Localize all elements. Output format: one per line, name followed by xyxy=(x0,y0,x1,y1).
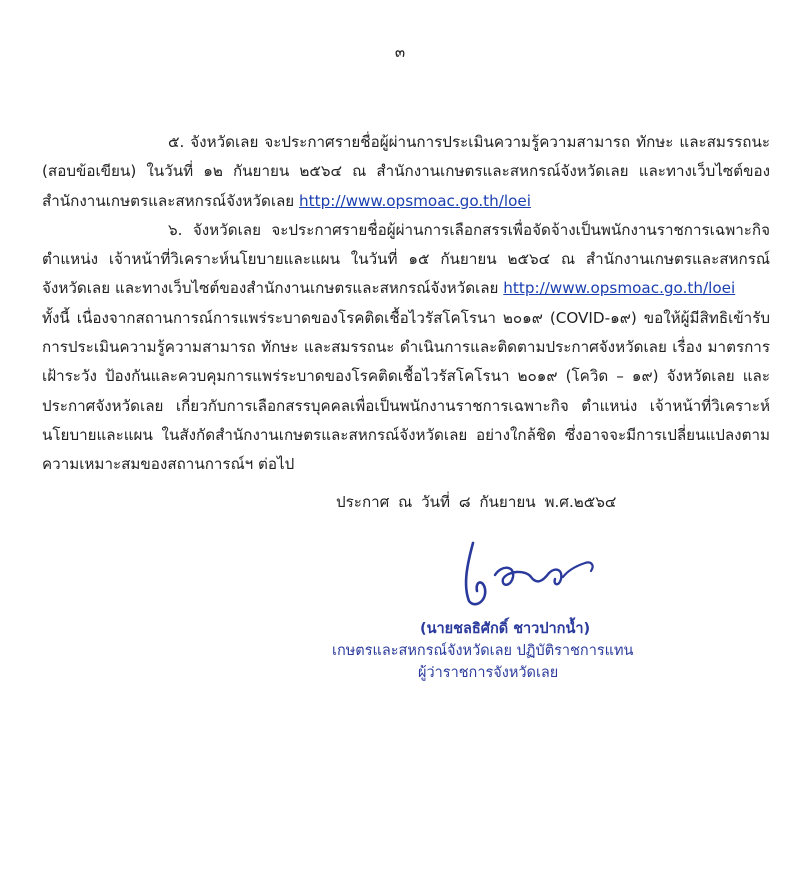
closing-paragraph: ทั้งนี้ เนื่องจากสถานการณ์การแพร่ระบาดของโรคติดเชื้อไวรัสโคโรนา ๒๐๑๙ (COVID-๑๙) ขอให้ผู้มีสิทธิเข้ารับการประเมินความรู้ความสามารถ ทักษะ และสมรรถนะ ดำเนินการและติดตามประกาศจังหวัดเลย เรื่อง มาตรการเฝ้าระวัง ป้องกันและควบคุมการแพร่ระบาดของโรคติดเชื้อไวรัสโคโรนา ๒๐๑๙ (โควิด – ๑๙) จังหวัดเลย และประกาศจังหวัดเลย เกี่ยวกับการเลือกสรรบุคคลเพื่อเป็นพนักงานราชการเฉพาะกิจ ตำแหน่ง เจ้าหน้าที่วิเคราะห์นโยบายและแผน ในสังกัดสำนักงานเกษตรและสหกรณ์จังหวัดเลย อย่างใกล้ชิด ซึ่งอาจจะมีการเปลี่ยนแปลงตามความเหมาะสมของสถานการณ์ฯ ต่อไป xyxy=(42,308,770,474)
signer-position-line1: เกษตรและสหกรณ์จังหวัดเลย ปฏิบัติราชการแทน xyxy=(332,643,634,659)
paragraph-item-6 xyxy=(42,216,770,304)
signer-block xyxy=(332,618,692,684)
paragraph-5-text: ๕. จังหวัดเลย จะประกาศรายชื่อผู้ผ่านการประเมินความรู้ความสามารถ ทักษะ และสมรรถนะ (สอบข้อเขียน) ในวันที่ ๑๒ กันยายน ๒๕๖๔ ณ สำนักงานเกษตรและสหกรณ์จังหวัดเลย และทางเว็บไซต์ของสำนักงานเกษตรและสหกรณ์จังหวัดเลย xyxy=(42,133,770,210)
signer-position-line2: ผู้ว่าราชการจังหวัดเลย xyxy=(418,665,559,681)
document-body xyxy=(42,128,770,480)
paragraph-6-text: ๖. จังหวัดเลย จะประกาศรายชื่อผู้ผ่านการเลือกสรรเพื่อจัดจ้างเป็นพนักงานราชการเฉพาะกิจ ตำแหน่ง เจ้าหน้าที่วิเคราะห์นโยบายและแผน ในวันที่ ๑๕ กันยายน ๒๕๖๔ ณ สำนักงานเกษตรและสหกรณ์จังหวัดเลย และทางเว็บไซต์ของสำนักงานเกษตรและสหกรณ์จังหวัดเลย xyxy=(42,220,770,298)
paragraph-item-5 xyxy=(42,128,770,216)
announcement-date: ประกาศ ณ วันที่ ๘ กันยายน พ.ศ.๒๕๖๔ xyxy=(336,493,617,511)
loei-website-link[interactable]: http://www.opsmoac.go.th/loei xyxy=(299,191,531,210)
loei-website-link[interactable]: http://www.opsmoac.go.th/loei xyxy=(503,279,736,298)
signer-name: (นายชลธิศักดิ์ ชาวปากน้ำ) xyxy=(420,621,591,637)
handwritten-signature xyxy=(445,535,605,613)
page-number: ๓ xyxy=(394,43,406,61)
